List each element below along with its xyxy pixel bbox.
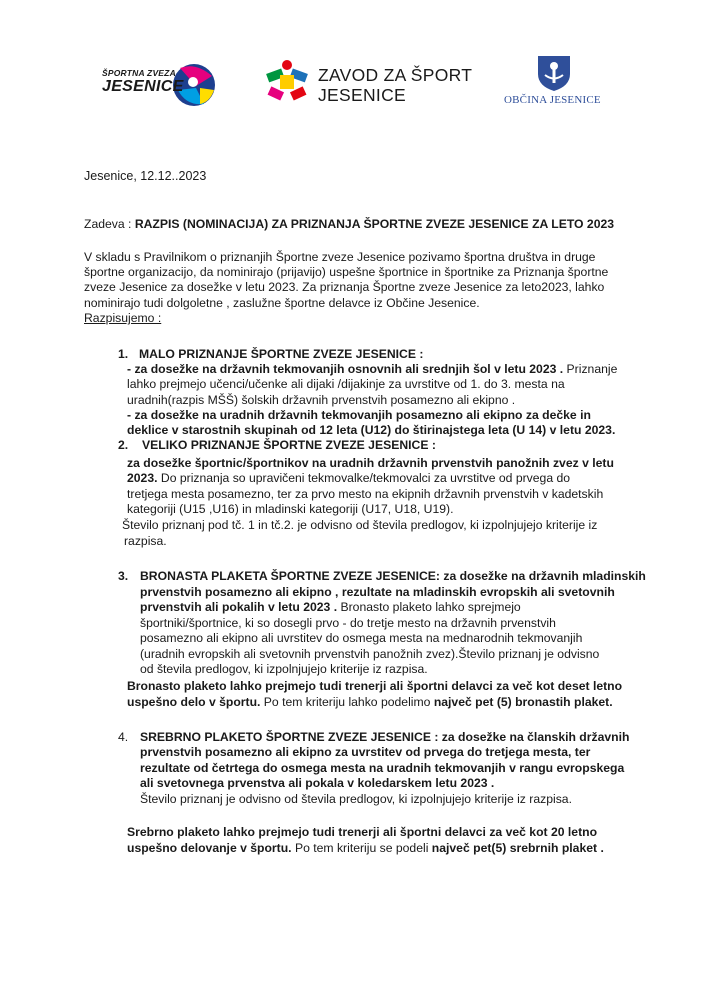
section-4-para2-end: največ pet(5) srebrnih plaket .: [431, 841, 604, 855]
section-3-para2-mid: Po tem kriteriju lahko podelimo: [260, 695, 434, 709]
section-2-line-2-bold: 2023.: [127, 471, 158, 485]
section-1-line-2: lahko prejmejo učenci/učenke ali dijaki /dijakinje za uvrstitve od 1. do 3. mesta na: [127, 377, 565, 391]
section-2-line-2: [127, 471, 570, 487]
section-3-para2-end: največ pet (5) bronastih plaket.: [433, 695, 613, 709]
logo-sportna-zveza-line1: ŠPORTNA ZVEZA: [102, 68, 176, 78]
section-2-line-3: tretjega mesta posamezno, ter za prvo mesto na ekipnih državnih prvenstvih v kadetskih: [127, 487, 604, 501]
section-3-line-3-bold: prvenstvih ali pokalih v letu 2023 .: [140, 600, 338, 614]
logo-obcina-label: OBČINA JESENICE: [504, 94, 601, 106]
section-2-line-5: Število priznanj pod tč. 1 in tč.2. je odvisno od števila predlogov, ki izpolnjujejo kriterije iz: [122, 518, 598, 532]
intro-line-3: zveze Jesenice za dosežke v letu 2023. Za priznanja Športne zveze Jesenice za leto2023, lahko: [84, 280, 605, 294]
section-1-line-3: uradnih(razpis MŠŠ) šolskih državnih prvenstvih posamezno ali ekipno .: [127, 393, 516, 407]
section-3-para2-bold: uspešno delo v športu.: [127, 695, 261, 709]
subject-line: [84, 217, 614, 233]
section-1-line-1-bold: - za dosežke na državnih tekmovanjih osnovnih ali srednjih šol v letu 2023 .: [127, 362, 564, 376]
section-3-line-3: [140, 600, 521, 616]
logo-sportna-zveza-line2: JESENICE: [102, 78, 184, 95]
section-3-line-2: prvenstvih posamezno ali ekipno , rezultate na mladinskih evropskih ali svetovnih: [140, 585, 615, 599]
section-4-line-2: prvenstvih posamezno ali ekipno za uvrstitev od prvega do tretjega mesta, ter: [140, 745, 591, 759]
section-1-title: MALO PRIZNANJE ŠPORTNE ZVEZE JESENICE :: [139, 347, 424, 361]
razpisujemo-label: Razpisujemo :: [84, 311, 162, 325]
subject-title: RAZPIS (NOMINACIJA) ZA PRIZNANJA ŠPORTNE ZVEZE JESENICE ZA LETO 2023: [134, 217, 615, 231]
coat-of-arms-icon: [534, 54, 574, 92]
section-1-line-4: - za dosežke na uradnih državnih tekmovanjih posamezno ali ekipno za dečke in: [127, 408, 591, 422]
section-3-para2-line-1: Bronasto plaketo lahko prejmejo tudi trenerji ali športni delavci za več kot deset letno: [127, 679, 623, 693]
section-3-number: 3.: [118, 569, 129, 583]
section-4-number: 4.: [118, 730, 129, 744]
section-4-para2-line-1: Srebrno plaketo lahko prejmejo tudi trenerji ali športni delavci za več kot 20 letno: [127, 825, 598, 839]
section-2-line-4: kategoriji (U15 ,U16) in mladinski kategoriji (U17, U18, U19).: [127, 502, 454, 516]
logo-obcina-jesenice: [498, 54, 610, 110]
document-date: Jesenice, 12.12..2023: [84, 169, 207, 183]
logo-zavod-line2: JESENICE: [318, 85, 406, 105]
subject-prefix: Zadeva :: [84, 217, 135, 231]
section-1-line-1: [127, 362, 617, 378]
section-2-line-6: razpisa.: [124, 534, 167, 548]
section-3-line-5: posamezno ali ekipno ali uvrstitev do osmega mesta na mednarodnih tekmovanjih: [140, 631, 583, 645]
section-3-line-3-rest: Bronasto plaketo lahko sprejmejo: [337, 600, 521, 614]
intro-line-2: športne organizacijo, da nominirajo (prijavijo) uspešne športnice in športnike za Priznanja športne: [84, 265, 609, 279]
section-1-number: 1.: [118, 347, 129, 361]
section-2-line-2-rest: Do priznanja so upravičeni tekmovalke/tekmovalci za uvrstitve od prvega do: [157, 471, 571, 485]
section-1-line-5: deklice v starostnih skupinah od 12 leta (U12) do štirinajstega leta (U 14) v letu 2023.: [127, 423, 616, 437]
logo-zavod-line1: ZAVOD ZA ŠPORT: [318, 65, 473, 85]
intro-line-1: V skladu s Pravilnikom o priznanjih Športne zveze Jesenice pozivamo športna društva in druge: [84, 250, 596, 264]
section-2-title: VELIKO PRIZNANJE ŠPORTNE ZVEZE JESENICE :: [142, 438, 436, 452]
section-3-line-6: (uradnih evropskih ali svetovnih prvenstvih panožnih zvez).Število priznanj je odvisno: [140, 647, 600, 661]
section-3-line-4: športniki/športnice, ki so dosegli prvo - do tretje mesto na državnih prvenstvih: [140, 616, 556, 630]
intro-line-4: nominirajo tudi dolgoletne , zaslužne športne delavce iz Občine Jesenice.: [84, 296, 480, 310]
section-1-line-1-rest: Priznanje: [563, 362, 618, 376]
section-2-number: 2.: [118, 438, 129, 452]
section-3-line-7: od števila predlogov, ki izpolnjujejo kriterije iz razpisa.: [140, 662, 428, 676]
section-4-para2-mid: Po tem kriteriju se podeli: [291, 841, 432, 855]
section-2-line-1: za dosežke športnic/športnikov na uradnih državnih prvenstvih panožnih zvez v letu: [127, 456, 614, 470]
section-4-line-5: Število priznanj je odvisno od števila predlogov, ki izpolnjujejo kriterije iz razpisa.: [140, 792, 572, 806]
section-3-para2-line-2: [127, 695, 613, 711]
logo-zavod-emblem: [263, 57, 311, 107]
section-4-para2-line-2: [127, 841, 604, 857]
section-4-line-3: rezultate od četrtega do osmega mesta na uradnih tekmovanjih v rangu evropskega: [140, 761, 625, 775]
logo-sportna-zveza: [100, 60, 218, 110]
logo-zavod-za-sport: [263, 57, 473, 109]
section-3-line-1: BRONASTA PLAKETA ŠPORTNE ZVEZE JESENICE: za dosežke na državnih mladinskih: [140, 569, 646, 583]
section-4-para2-bold: uspešno delovanje v športu.: [127, 841, 292, 855]
section-4-line-1: SREBRNO PLAKETO ŠPORTNE ZVEZE JESENICE : za dosežke na članskih državnih: [140, 730, 630, 744]
section-4-line-4: ali svetovnega prvenstva ali pokala v koledarskem letu 2023 .: [140, 776, 495, 790]
